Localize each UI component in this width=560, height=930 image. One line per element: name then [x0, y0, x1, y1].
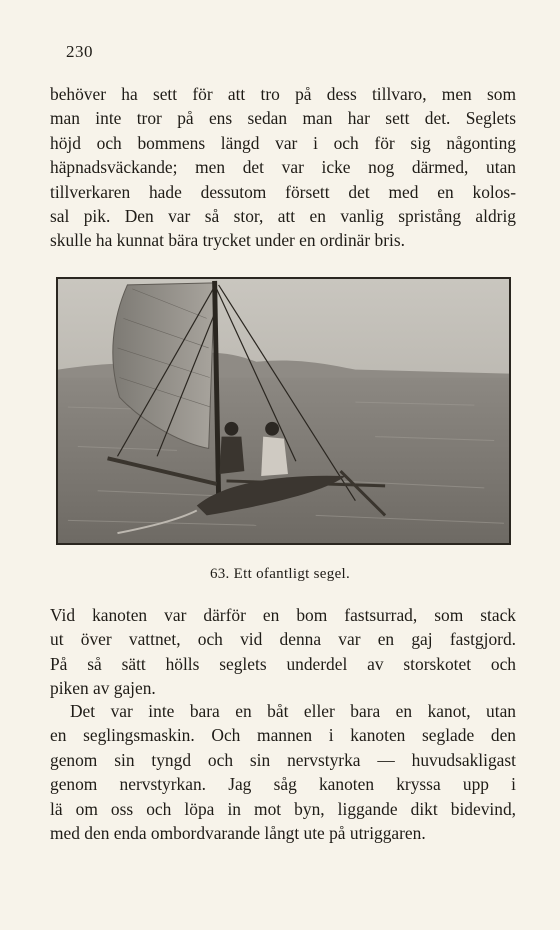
text-line: Det var inte bara en båt eller bara en kanot, utan [70, 701, 516, 721]
text-line: sal pik. Den var så stor, att en vanlig spristång aldrig [50, 206, 516, 227]
text-line: lä om oss och löpa in mot byn, liggande dikt bidevind, [50, 798, 516, 819]
text-line: genom nervstyrkan. Jag såg kanoten kryssa upp i [50, 774, 516, 795]
text-line: Vid kanoten var därför en bom fastsurrad, som stack [50, 605, 516, 625]
text-line: häpnadsväckande; men det var icke nog därmed, utan [50, 157, 516, 178]
text-line: genom sin tyngd och sin nervstyrka — huvudsakligast [50, 749, 516, 770]
page-number: 230 [66, 42, 93, 61]
text-line: På så sätt hölls seglets underdel av storskotet och [50, 653, 516, 674]
text-line: höjd och bommens längd var i och för sig någonting [50, 132, 516, 153]
text-line: med den enda ombordvarande långt ute på utriggaren. [50, 823, 426, 844]
photo-illustration [58, 279, 509, 543]
paragraph-3 [50, 699, 516, 845]
paragraph-1 [50, 82, 516, 253]
figure-caption: 63. Ett ofantligt segel. [209, 566, 351, 582]
paragraph-2 [50, 603, 516, 701]
text-line: behöver ha sett för att tro på dess tillvaro, men som [50, 84, 516, 104]
text-line: skulle ha kunnat bära trycket under en ordinär bris. [50, 230, 405, 251]
text-line: en seglingsmaskin. Och mannen i kanoten seglade den [50, 725, 516, 746]
text-line: piken av gajen. [50, 678, 156, 699]
text-line: tillverkaren hade dessutom försett det med en kolos- [50, 181, 516, 202]
text-line: ut över vattnet, och vid denna var en gaj fastgjord. [50, 629, 516, 650]
photograph-sailing-canoe [56, 277, 511, 545]
text-line: man inte tror på ens sedan man har sett det. Seglets [50, 108, 516, 129]
